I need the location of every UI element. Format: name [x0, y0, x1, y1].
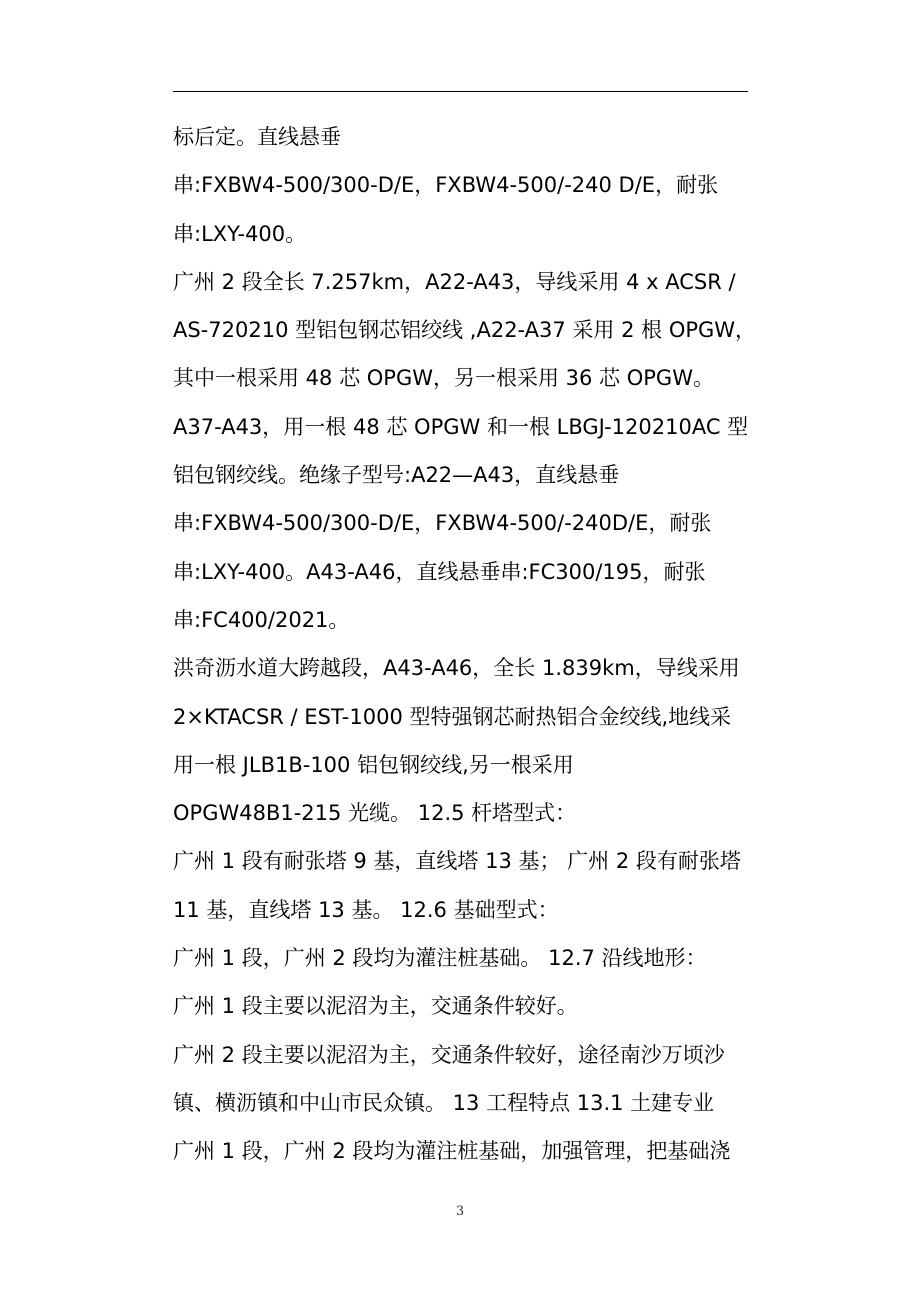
text-line: 镇、横沥镇和中山市民众镇。 13 工程特点 13.1 土建专业 — [173, 1090, 715, 1115]
text-line: 广州 1 段，广州 2 段均为灌注桩基础。 12.7 沿线地形： — [173, 946, 707, 971]
text-line: AS-720210 型铝包钢芯铝绞线 ,A22-A37 采用 2 根 OPGW， — [173, 318, 757, 343]
text-line: 广州 1 段，广州 2 段均为灌注桩基础，加强管理，把基础浇 — [173, 1139, 731, 1164]
text-line: 11 基，直线塔 13 基。 12.6 基础型式： — [173, 897, 559, 922]
text-line: 广州 1 段主要以泥沼为主，交通条件较好。 — [173, 994, 578, 1019]
text-line: 标后定。直线悬垂 — [173, 125, 341, 149]
text-line: 串:FC400/2021。 — [173, 607, 350, 632]
text-line: OPGW48B1-215 光缆。 12.5 杆塔型式： — [173, 801, 577, 826]
body-text — [173, 113, 763, 1176]
text-line: 广州 2 段主要以泥沼为主，交通条件较好，途径南沙万顷沙 — [173, 1042, 725, 1067]
text-line: A37-A43，用一根 48 芯 OPGW 和一根 LBGJ-120210AC 型 — [173, 414, 749, 439]
text-line: 串:LXY-400。A43-A46，直线悬垂串:FC300/195，耐张 — [173, 559, 706, 584]
text-line: 广州 1 段有耐张塔 9 基，直线塔 13 基； 广州 2 段有耐张塔 — [173, 849, 741, 874]
text-line: 洪奇沥水道大跨越段，A43-A46，全长 1.839km，导线采用 — [173, 656, 740, 681]
text-line: 其中一根采用 48 芯 OPGW，另一根采用 36 芯 OPGW。 — [173, 366, 714, 391]
text-line: 串:FXBW4-500/300-D/E，FXBW4-500/-240 D/E，耐张 — [173, 173, 719, 198]
page-number: 3 — [455, 1204, 465, 1219]
text-line: 串:FXBW4-500/300-D/E，FXBW4-500/-240D/E，耐张 — [173, 511, 712, 536]
text-line: 2×KTACSR / EST-1000 型特强钢芯耐热铝合金绞线,地线采 — [173, 704, 732, 729]
text-line: 串:LXY-400。 — [173, 221, 307, 246]
header-rule — [173, 91, 748, 92]
text-line: 广州 2 段全长 7.257km，A22-A43，导线采用 4 x ACSR / — [173, 269, 736, 294]
text-line: 用一根 JLB1B-100 铝包钢绞线,另一根采用 — [173, 752, 574, 777]
text-line: 铝包钢绞线。绝缘子型号:A22—A43，直线悬垂 — [173, 463, 620, 488]
